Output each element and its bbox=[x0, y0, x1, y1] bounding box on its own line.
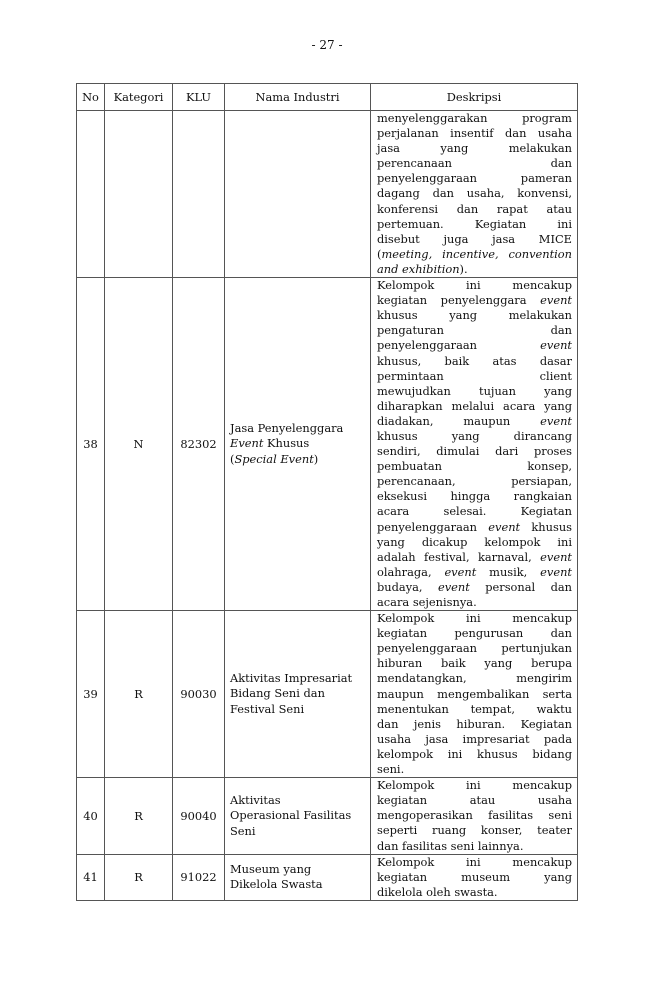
cell-klu: 90040 bbox=[173, 778, 225, 854]
text-line bbox=[377, 702, 572, 717]
italic-text: event bbox=[488, 519, 521, 534]
text-line bbox=[377, 504, 572, 519]
text-line bbox=[377, 217, 572, 232]
text-segment: dan jenis hiburan. Kegiatan bbox=[377, 716, 572, 731]
text-line bbox=[230, 793, 365, 808]
text-line bbox=[377, 808, 572, 823]
text-line bbox=[377, 369, 572, 384]
cell-no bbox=[77, 111, 105, 278]
text-segment: perjalanan insentif dan usaha bbox=[377, 126, 572, 141]
header-klu: KLU bbox=[173, 84, 225, 111]
text-segment: maupun mengembalikan serta bbox=[377, 686, 572, 701]
text-segment: ). bbox=[459, 261, 468, 276]
text-line bbox=[377, 717, 572, 732]
cell-klu: 82302 bbox=[173, 278, 225, 611]
text-segment: personal dan bbox=[469, 579, 572, 594]
text-segment: mendatangkan, mengirim bbox=[377, 671, 572, 686]
italic-text: event bbox=[540, 564, 572, 579]
text-line bbox=[377, 111, 572, 126]
text-line bbox=[377, 870, 572, 885]
text-segment: Museum yang bbox=[230, 861, 312, 876]
text-segment: Bidang Seni dan bbox=[230, 686, 325, 701]
text-segment: Kelompok ini mencakup bbox=[377, 778, 572, 793]
text-segment: Jasa Penyelenggara bbox=[230, 421, 344, 436]
cell-nama-industri bbox=[225, 778, 371, 854]
text-line bbox=[377, 595, 572, 610]
text-line bbox=[377, 732, 572, 747]
text-segment: diadakan, maupun bbox=[377, 413, 541, 428]
text-line bbox=[230, 808, 365, 823]
header-nama-industri: Nama Industri bbox=[225, 84, 371, 111]
text-segment: kegiatan atau usaha bbox=[377, 793, 572, 808]
text-line bbox=[377, 232, 572, 247]
cell-nama-industri bbox=[225, 611, 371, 778]
cell-kategori bbox=[105, 111, 173, 278]
cell-no: 41 bbox=[77, 854, 105, 900]
text-segment: penyelenggaraan pameran bbox=[377, 171, 572, 186]
text-segment: kelompok ini khusus bidang bbox=[377, 746, 572, 761]
italic-text: Special Event bbox=[234, 451, 314, 466]
text-line bbox=[377, 823, 572, 838]
text-segment: eksekusi hingga rangkaian bbox=[377, 489, 572, 504]
text-line bbox=[377, 747, 572, 762]
cell-kategori: R bbox=[105, 778, 173, 854]
text-segment: penyelenggaraan bbox=[377, 519, 489, 534]
text-segment: ) bbox=[313, 451, 319, 466]
text-segment: acara selesai. Kegiatan bbox=[377, 504, 572, 519]
table-row bbox=[77, 778, 578, 854]
text-line bbox=[377, 855, 572, 870]
text-segment: kegiatan museum yang bbox=[377, 869, 572, 884]
text-segment: Kelompok ini mencakup bbox=[377, 278, 572, 293]
text-line bbox=[377, 535, 572, 550]
text-line bbox=[377, 308, 572, 323]
italic-text: event bbox=[540, 549, 572, 564]
text-line bbox=[377, 656, 572, 671]
text-segment: pembuatan konsep, bbox=[377, 459, 572, 474]
italic-text: event bbox=[540, 413, 572, 428]
text-line bbox=[377, 793, 572, 808]
text-segment: khusus bbox=[520, 519, 572, 534]
text-line bbox=[377, 687, 572, 702]
text-segment: mengoperasikan fasilitas seni bbox=[377, 808, 572, 823]
cell-kategori: N bbox=[105, 278, 173, 611]
text-segment: adalah festival, karnaval, bbox=[377, 549, 541, 564]
text-line bbox=[377, 641, 572, 656]
text-line bbox=[377, 338, 572, 353]
text-line bbox=[230, 421, 365, 436]
text-line bbox=[230, 862, 365, 877]
cell-kategori: R bbox=[105, 854, 173, 900]
text-line bbox=[377, 671, 572, 686]
cell-nama-industri bbox=[225, 278, 371, 611]
page-number: - 27 - bbox=[311, 38, 343, 52]
text-segment: Aktivitas Impresariat bbox=[230, 671, 353, 686]
text-segment: seperti ruang konser, teater bbox=[377, 823, 572, 838]
text-segment: dikelola oleh swasta. bbox=[377, 884, 498, 899]
italic-text: event bbox=[444, 564, 477, 579]
text-line bbox=[377, 459, 572, 474]
text-segment: usaha jasa impresariat pada bbox=[377, 731, 572, 746]
text-line bbox=[377, 399, 572, 414]
text-line bbox=[377, 778, 572, 793]
text-line bbox=[377, 156, 572, 171]
text-segment: perencanaan dan bbox=[377, 156, 572, 171]
text-segment: olahraga, bbox=[377, 564, 445, 579]
text-line bbox=[230, 671, 365, 686]
text-segment: acara sejenisnya. bbox=[377, 595, 477, 609]
text-line bbox=[230, 436, 365, 451]
cell-deskripsi bbox=[371, 111, 578, 278]
text-segment: penyelenggaraan bbox=[377, 338, 541, 353]
text-segment: penyelenggaraan pertunjukan bbox=[377, 641, 572, 656]
cell-kategori: R bbox=[105, 611, 173, 778]
table-row bbox=[77, 611, 578, 778]
table-header-row bbox=[77, 84, 578, 111]
text-segment: Dikelola Swasta bbox=[230, 877, 323, 892]
text-line bbox=[377, 186, 572, 201]
text-line bbox=[230, 824, 365, 839]
text-line bbox=[377, 474, 572, 489]
text-line bbox=[377, 520, 572, 535]
cell-no: 39 bbox=[77, 611, 105, 778]
text-segment: jasa yang melakukan bbox=[377, 141, 572, 156]
text-segment: mewujudkan tujuan yang bbox=[377, 383, 572, 398]
header-kategori: Kategori bbox=[105, 84, 173, 111]
industry-table bbox=[76, 83, 578, 901]
text-line bbox=[377, 354, 572, 369]
cell-no: 38 bbox=[77, 278, 105, 611]
text-segment: hiburan baik yang berupa bbox=[377, 656, 572, 671]
text-line bbox=[377, 885, 572, 900]
italic-text: event bbox=[540, 338, 572, 353]
header-deskripsi: Deskripsi bbox=[371, 84, 578, 111]
text-line bbox=[377, 762, 572, 777]
text-segment: Festival Seni bbox=[230, 701, 305, 716]
text-line bbox=[377, 489, 572, 504]
italic-text: Event bbox=[230, 436, 264, 451]
text-segment: konferensi dan rapat atau bbox=[377, 201, 572, 216]
text-segment: kegiatan pengurusan dan bbox=[377, 626, 572, 641]
text-segment: yang dicakup kelompok ini bbox=[377, 534, 572, 549]
text-line bbox=[377, 839, 572, 854]
text-segment: permintaan client bbox=[377, 368, 572, 383]
text-segment: ( bbox=[377, 246, 382, 261]
table-row bbox=[77, 111, 578, 278]
italic-text: event bbox=[437, 579, 470, 594]
text-segment: budaya, bbox=[377, 579, 438, 594]
text-segment: diharapkan melalui acara yang bbox=[377, 398, 572, 413]
italic-text: and exhibition bbox=[377, 261, 460, 276]
text-line bbox=[377, 626, 572, 641]
text-segment: perencanaan, persiapan, bbox=[377, 474, 572, 489]
text-segment: Aktivitas bbox=[230, 792, 281, 807]
text-segment: khusus yang melakukan bbox=[377, 308, 572, 323]
text-segment: Kelompok ini mencakup bbox=[377, 611, 572, 626]
text-segment: menyelenggarakan program bbox=[377, 111, 572, 125]
text-segment: pengaturan dan bbox=[377, 323, 572, 338]
text-line bbox=[377, 293, 572, 308]
text-line bbox=[377, 550, 572, 565]
cell-no: 40 bbox=[77, 778, 105, 854]
text-line bbox=[377, 565, 572, 580]
text-segment: sendiri, dimulai dari proses bbox=[377, 444, 572, 459]
table-body bbox=[77, 111, 578, 901]
text-line bbox=[377, 414, 572, 429]
text-line bbox=[377, 126, 572, 141]
text-line bbox=[377, 141, 572, 156]
text-segment: kegiatan penyelenggara bbox=[377, 293, 541, 308]
text-line bbox=[230, 686, 365, 701]
text-segment: Khusus bbox=[263, 436, 310, 451]
cell-klu: 90030 bbox=[173, 611, 225, 778]
text-segment: seni. bbox=[377, 762, 405, 777]
cell-deskripsi bbox=[371, 778, 578, 854]
cell-deskripsi bbox=[371, 854, 578, 900]
text-line bbox=[377, 611, 572, 626]
italic-text: meeting, incentive, convention bbox=[381, 246, 572, 261]
cell-deskripsi bbox=[371, 278, 578, 611]
text-segment: Seni bbox=[230, 823, 256, 838]
text-segment: pertemuan. Kegiatan ini bbox=[377, 216, 572, 231]
table-row bbox=[77, 854, 578, 900]
text-line bbox=[377, 384, 572, 399]
text-segment: Kelompok ini mencakup bbox=[377, 854, 572, 869]
text-segment: musik, bbox=[476, 564, 541, 579]
text-segment: khusus yang dirancang bbox=[377, 428, 572, 443]
text-line bbox=[230, 452, 365, 467]
text-line bbox=[377, 323, 572, 338]
text-line bbox=[377, 247, 572, 262]
text-line bbox=[377, 444, 572, 459]
text-line bbox=[377, 278, 572, 293]
text-line bbox=[377, 429, 572, 444]
text-line bbox=[377, 171, 572, 186]
cell-deskripsi bbox=[371, 611, 578, 778]
text-segment: disebut juga jasa MICE bbox=[377, 231, 572, 246]
text-line bbox=[230, 877, 365, 892]
cell-nama-industri bbox=[225, 854, 371, 900]
text-line bbox=[377, 262, 572, 277]
text-line bbox=[377, 202, 572, 217]
italic-text: event bbox=[540, 293, 572, 308]
text-segment: dan fasilitas seni lainnya. bbox=[377, 838, 524, 853]
text-segment: ( bbox=[230, 451, 235, 466]
cell-klu bbox=[173, 111, 225, 278]
text-line bbox=[230, 702, 365, 717]
text-segment: Operasional Fasilitas bbox=[230, 808, 352, 823]
cell-nama-industri bbox=[225, 111, 371, 278]
text-segment: khusus, baik atas dasar bbox=[377, 353, 572, 368]
cell-klu: 91022 bbox=[173, 854, 225, 900]
text-segment: menentukan tempat, waktu bbox=[377, 701, 572, 716]
text-segment: dagang dan usaha, konvensi, bbox=[377, 186, 572, 201]
header-no: No bbox=[77, 84, 105, 111]
text-line bbox=[377, 580, 572, 595]
table-row bbox=[77, 278, 578, 611]
